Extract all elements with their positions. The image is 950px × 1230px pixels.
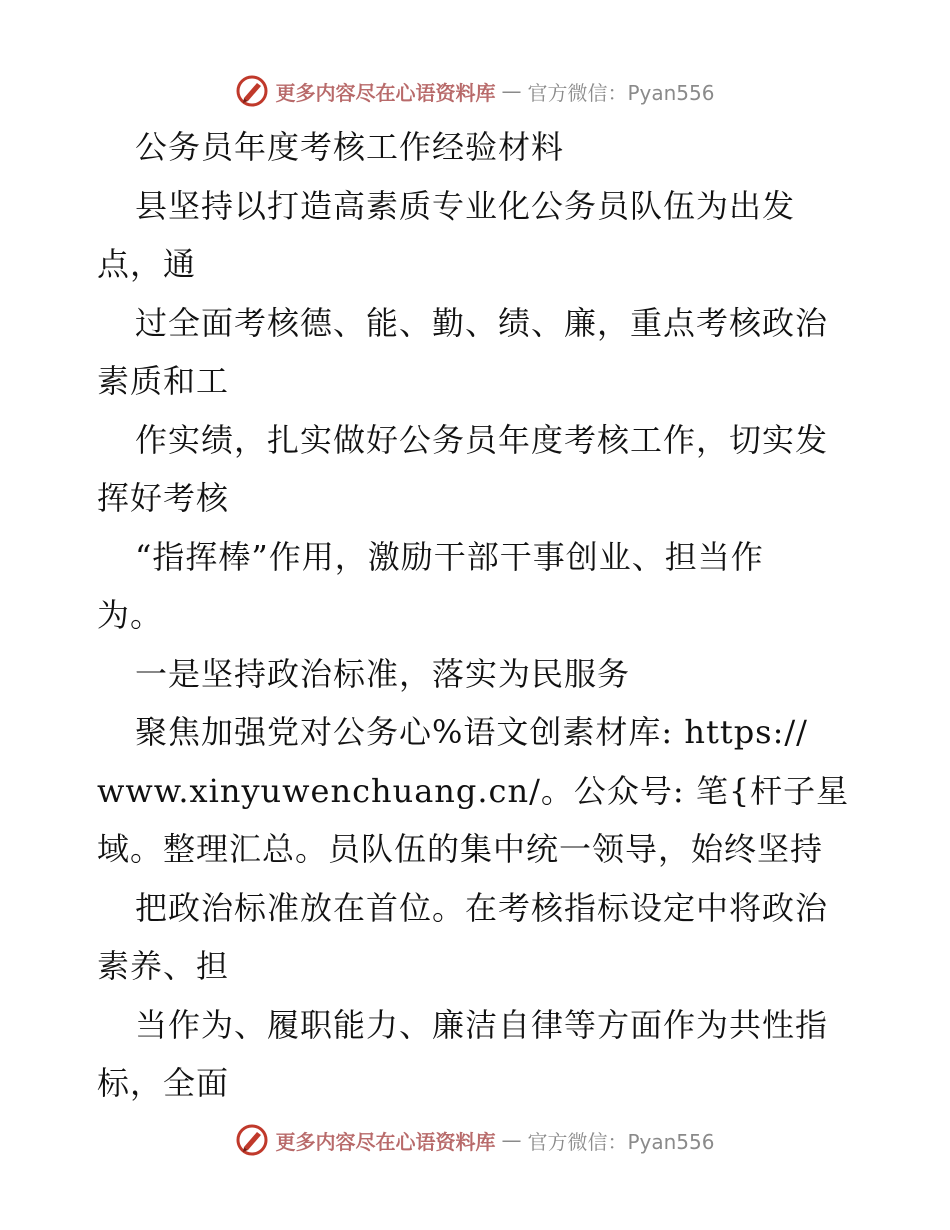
text-line: www.xinyuwenchuang.cn/。公众号: 笔{杆子星 <box>97 771 850 810</box>
banner-separator: — <box>501 1128 522 1152</box>
text-line: 过全面考核德、能、勤、绩、廉，重点考核政治 <box>135 303 829 342</box>
text-line: 标，全面 <box>97 1064 230 1102</box>
text-line: 挥好考核 <box>97 479 230 517</box>
text-line: “指挥棒”作用，激励干部干事创业、担当作 <box>135 537 764 576</box>
text-line: 把政治标准放在首位。在考核指标设定中将政治 <box>135 888 829 927</box>
text-line: 域。整理汇总。员队伍的集中统一领导，始终坚持 <box>97 830 824 868</box>
banner-separator: — <box>501 79 522 103</box>
text-line: 当作为、履职能力、廉洁自律等方面作为共性指 <box>135 1005 829 1044</box>
text-line: 聚焦加强党对公务心%语文创素材库: https:// <box>135 713 808 751</box>
document-title: 公务员年度考核工作经验材料 <box>135 128 565 166</box>
text-line: 素养、担 <box>97 947 230 985</box>
header-banner <box>0 71 950 111</box>
document-body <box>97 118 857 1113</box>
banner-wechat-text: 官方微信：Pyan556 <box>527 1129 715 1154</box>
text-line: 为。 <box>97 596 164 634</box>
text-line: 点，通 <box>97 245 197 283</box>
footer-banner <box>0 1120 950 1160</box>
pen-logo-icon <box>235 74 269 108</box>
banner-brand-text: 更多内容尽在心语资料库 <box>275 80 496 105</box>
text-line: 素质和工 <box>97 362 230 400</box>
banner-wechat-text: 官方微信：Pyan556 <box>527 80 715 105</box>
pen-logo-icon <box>235 1123 269 1157</box>
banner-brand-text: 更多内容尽在心语资料库 <box>275 1129 496 1154</box>
section-heading: 一是坚持政治标准，落实为民服务 <box>135 654 631 693</box>
text-line: 县坚持以打造高素质专业化公务员队伍为出发 <box>135 186 796 225</box>
text-line: 作实绩，扎实做好公务员年度考核工作，切实发 <box>135 420 829 459</box>
